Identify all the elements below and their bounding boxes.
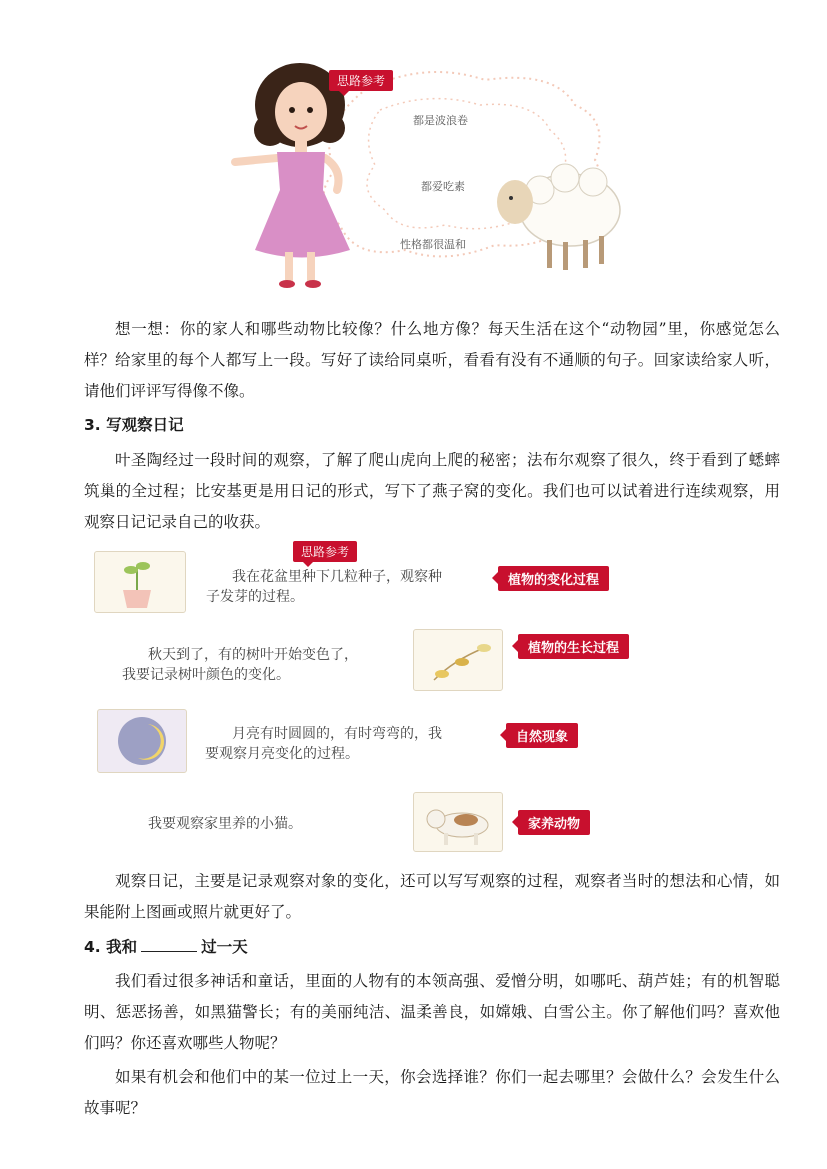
girl-sheep-drawing	[215, 50, 635, 295]
thought-3: 性格都很温和	[400, 238, 466, 251]
paragraph-write-family: 给家里的每个人都写上一段。写好了读给同桌听，看看有没有不通顺的句子。回家读给家人听，请他们评评写得像不像。	[84, 351, 780, 400]
pic-leaves	[413, 629, 503, 691]
paragraph-day-with: 如果有机会和他们中的某一位过上一天，你会选择谁？你们一起去哪里？会做什么？会发生什么故事呢？	[84, 1068, 780, 1117]
paragraph-myths: 我们看过很多神话和童话，里面的人物有的本领高强、爱憎分明，如哪吒、葫芦娃；有的机智聪明、惩恶扬善，如黑猫警长；有的美丽纯洁、温柔善良，如嫦娥、白雪公主。你了解他们吗？喜欢他们吗？你还喜欢哪些人物呢？	[84, 972, 780, 1052]
paragraph-diary: 观察日记，主要是记录观察对象的变化，还可以写写观察的过程，观察者当时的想法和心情，如果能附上图画或照片就更好了。	[84, 872, 780, 921]
diary-text-1b: 子发芽的过程。	[206, 589, 304, 605]
paragraph-think: 想一想：你的家人和哪些动物比较像？什么地方像？每天生活在这个“动物园”里，你感觉怎么样？	[84, 320, 780, 369]
diary-text-1a: 我在花盆里种下几粒种子，观察种	[232, 569, 442, 585]
thought-tag: 思路参考	[329, 70, 393, 91]
illustration-girl-sheep	[215, 50, 635, 295]
diary-text-3a: 月亮有时圆圆的，有时弯弯的，我	[232, 726, 442, 742]
pic-moon	[97, 709, 187, 773]
pic-sprout	[94, 551, 186, 613]
diary-label-4: 家养动物	[518, 810, 590, 835]
diary-label-1: 植物的变化过程	[498, 566, 609, 591]
thought-2: 都爱吃素	[421, 180, 465, 193]
diary-text-3b: 要观察月亮变化的过程。	[205, 746, 359, 762]
leaves-icon	[414, 630, 502, 690]
diary-text-2a: 秋天到了，有的树叶开始变色了，	[148, 647, 358, 663]
cat-icon	[414, 793, 502, 851]
section-4-suffix: 过一天	[201, 938, 248, 956]
thought-1: 都是波浪卷	[413, 114, 468, 127]
sprout-icon	[95, 552, 185, 612]
pic-cat	[413, 792, 503, 852]
section-title-4	[84, 935, 248, 957]
diary-text-2b: 我要记录树叶颜色的变化。	[122, 667, 290, 683]
section-4-prefix: 4. 我和	[84, 938, 138, 956]
diary-label-2: 植物的生长过程	[518, 634, 629, 659]
paragraph-observe: 叶圣陶经过一段时间的观察，了解了爬山虎向上爬的秘密；法布尔观察了很久，终于看到了蟋蟀筑巢的全过程；比安基更是用日记的形式，写下了燕子窝的变化。我们也可以试着进行连续观察，用观察日记记录自己的收获。	[84, 451, 780, 531]
diary-label-3: 自然现象	[506, 723, 578, 748]
section-title-3: 3. 写观察日记	[84, 416, 184, 434]
diary-tag: 思路参考	[293, 541, 357, 562]
diary-text-4a: 我要观察家里养的小猫。	[148, 816, 302, 832]
moon-icon	[98, 710, 186, 772]
fill-blank[interactable]	[141, 937, 197, 952]
